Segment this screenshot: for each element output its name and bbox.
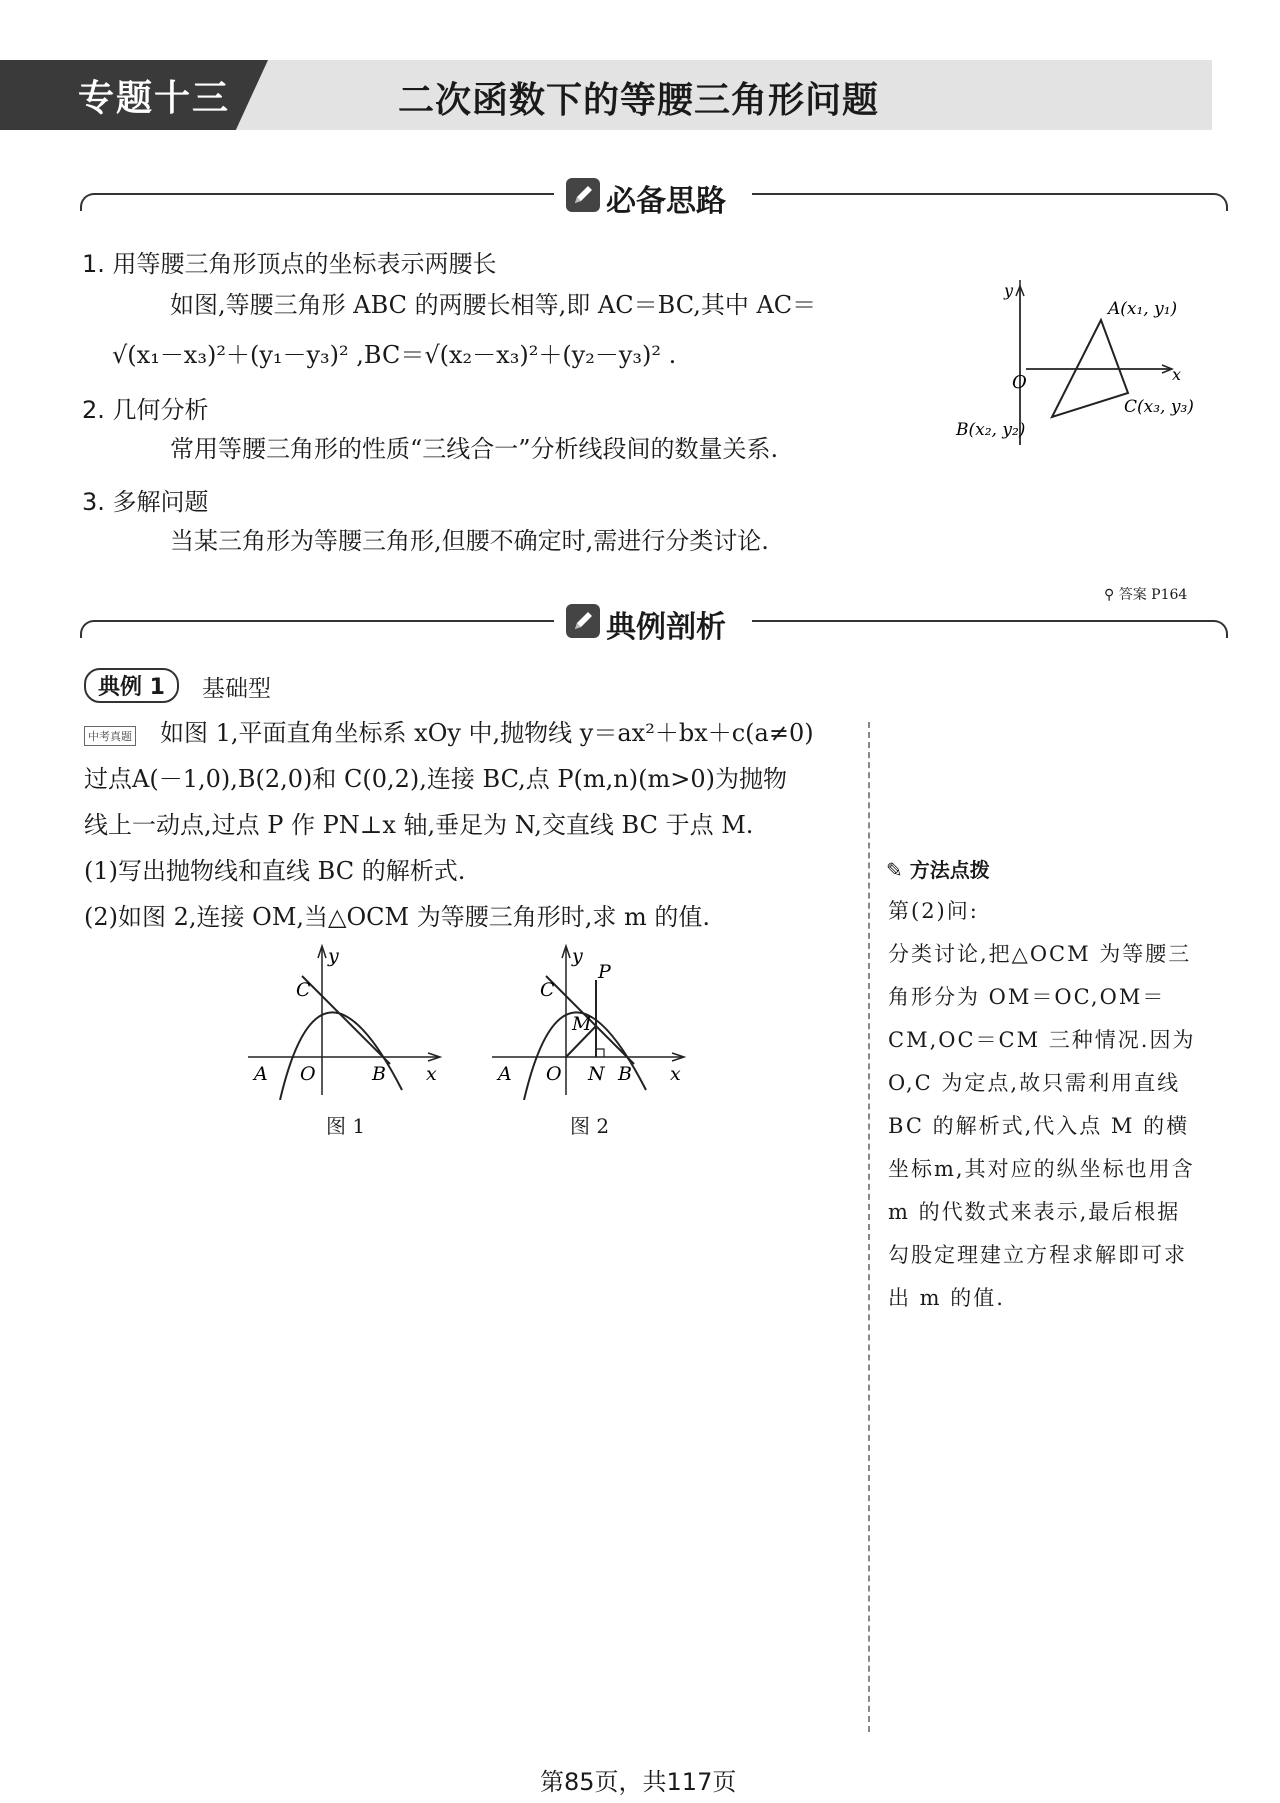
fig2-x-label: x — [670, 1063, 681, 1085]
item3-heading: 3. 多解问题 — [82, 488, 209, 516]
source-tag: 中考真题 — [84, 726, 136, 746]
fig1-x-label: x — [426, 1063, 437, 1085]
fig2-m-label: M — [572, 1013, 592, 1035]
section2-divider-cap-right — [1212, 620, 1228, 638]
fig2-p-label: P — [598, 961, 611, 983]
item2-heading: 2. 几何分析 — [82, 396, 209, 424]
section-divider-cap-left — [80, 193, 96, 211]
triangle-figure — [950, 280, 1240, 450]
method-tips-title: ✎ 方法点拨 — [886, 858, 990, 882]
figure-2 — [484, 940, 694, 1100]
page-number: 第85页，共117页 — [540, 1768, 737, 1796]
example-badge: 典例 1 — [84, 668, 179, 703]
question-1: (1)写出抛物线和直线 BC 的解析式. — [84, 857, 466, 885]
fig1-a-label: A — [254, 1063, 268, 1085]
column-divider — [868, 722, 870, 1732]
pencil-small-icon: ✎ — [886, 858, 903, 882]
section-divider-left — [94, 193, 554, 195]
section-title-examples: 典例剖析 — [606, 610, 726, 645]
fig1-c-label: C — [296, 979, 311, 1001]
figure-2-caption: 图 2 — [570, 1114, 610, 1138]
fig0-b-label: B(x₂, y₂) — [956, 420, 1026, 440]
fig0-o-label: O — [1012, 372, 1027, 393]
section-divider-cap-right — [1212, 193, 1228, 211]
section-title-essentials: 必备思路 — [606, 184, 726, 219]
fig1-b-label: B — [372, 1063, 386, 1085]
tip-line: O,C 为定点,故只需利用直线 — [888, 1071, 1181, 1095]
pencil-icon — [566, 604, 600, 638]
section-divider-right — [752, 193, 1212, 195]
fig2-b-label: B — [618, 1063, 632, 1085]
pencil-icon — [566, 178, 600, 212]
fig2-y-label: y — [572, 945, 583, 967]
method-tips-body — [888, 890, 1228, 1320]
fig2-a-label: A — [498, 1063, 512, 1085]
example-type: 基础型 — [202, 676, 271, 702]
fig1-parabola — [280, 1012, 402, 1100]
tip-line: CM,OC＝CM 三种情况.因为 — [888, 1028, 1196, 1052]
fig1-o-label: O — [300, 1063, 316, 1085]
item1-line2: √(x₁－x₃)²＋(y₁－y₃)² ,BC＝√(x₂－x₃)²＋(y₂－y₃)² . — [112, 341, 677, 369]
tip-line: 出 m 的值. — [888, 1286, 1005, 1310]
figure-1 — [240, 940, 450, 1100]
page-title: 二次函数下的等腰三角形问题 — [398, 80, 880, 121]
question-2: (2)如图 2,连接 OM,当△OCM 为等腰三角形时,求 m 的值. — [84, 903, 711, 931]
tip-line: 角形分为 OM＝OC,OM＝ — [888, 985, 1166, 1009]
item1-line1: 如图,等腰三角形 ABC 的两腰长相等,即 AC＝BC,其中 AC＝ — [170, 291, 817, 319]
fig0-a-label: A(x₁, y₁) — [1108, 299, 1178, 319]
tip-line: 分类讨论,把△OCM 为等腰三 — [888, 942, 1192, 966]
fig0-x-label: x — [1172, 365, 1182, 384]
answer-reference: ⚲ 答案 P164 — [1104, 587, 1188, 603]
fig2-c-label: C — [540, 979, 555, 1001]
figure-1-caption: 图 1 — [326, 1114, 366, 1138]
fig0-c-label: C(x₃, y₃) — [1124, 397, 1194, 417]
tip-line: 第(2)问: — [888, 899, 979, 923]
key-icon: ⚲ — [1104, 587, 1115, 603]
tip-line: m 的代数式来表示,最后根据 — [888, 1200, 1181, 1224]
item3-text: 当某三角形为等腰三角形,但腰不确定时,需进行分类讨论. — [170, 527, 769, 555]
tip-line: 坐标m,其对应的纵坐标也用含 — [888, 1157, 1195, 1181]
problem-line1: 如图 1,平面直角坐标系 xOy 中,抛物线 y＝ax²＋bx＋c(a≠0) — [160, 719, 814, 747]
fig2-n-label: N — [588, 1063, 605, 1085]
problem-line3: 线上一动点,过点 P 作 PN⊥x 轴,垂足为 N,交直线 BC 于点 M. — [84, 811, 754, 839]
item2-text: 常用等腰三角形的性质“三线合一”分析线段间的数量关系. — [170, 435, 779, 463]
tip-line: 勾股定理建立方程求解即可求 — [888, 1243, 1187, 1267]
tip-line: BC 的解析式,代入点 M 的横 — [888, 1114, 1190, 1138]
section2-divider-cap-left — [80, 620, 96, 638]
fig0-y-label: y — [1004, 281, 1014, 300]
item1-heading: 1. 用等腰三角形顶点的坐标表示两腰长 — [82, 250, 497, 278]
section2-divider-right — [752, 620, 1212, 622]
fig2-o-label: O — [546, 1063, 562, 1085]
fig1-y-label: y — [328, 945, 339, 967]
problem-line2: 过点A(－1,0),B(2,0)和 C(0,2),连接 BC,点 P(m,n)(m>0)为抛物 — [84, 765, 787, 793]
topic-tag: 专题十三 — [78, 78, 231, 119]
right-angle-mark — [596, 1049, 604, 1057]
section2-divider-left — [94, 620, 554, 622]
